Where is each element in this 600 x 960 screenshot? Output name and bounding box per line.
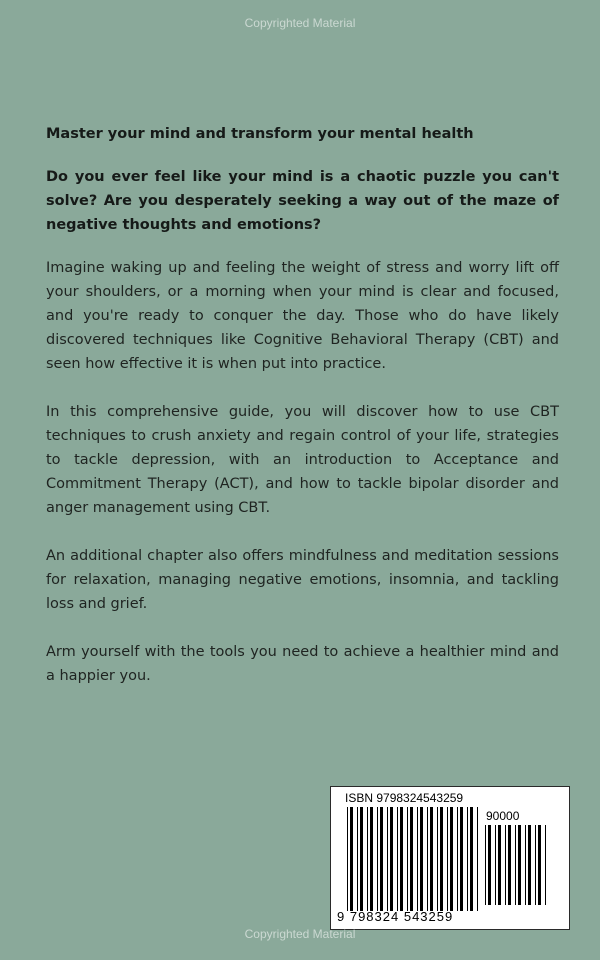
barcode-bar [477,807,478,911]
barcode-bar [370,807,373,911]
barcode-bar [440,807,443,911]
barcode-bar [350,807,353,911]
blurb-paragraph-4: Arm yourself with the tools you need to achieve a healthier mind and a happier you. [46,644,559,684]
barcode-bar [515,825,516,905]
blurb-paragraph-2: In this comprehensive guide, you will discover how to use CBT techniques to crush anxiety and regain control of your life, strategies to tackle depression, with an introduction to Acceptance and Commitment Therapy (ACT), and how to tackle bipolar disorder and anger management using CBT. [46,404,559,516]
price-code: 90000 [486,809,520,823]
copyright-watermark-bottom: Copyrighted Material [244,927,356,941]
isbn-barcode [330,786,570,930]
back-cover-blurb [46,122,559,712]
barcode-bar [407,807,408,911]
barcode-bar [367,807,368,911]
barcode-bar [417,807,418,911]
barcode-bar [528,825,531,905]
barcode-bar [437,807,438,911]
barcode-bar [488,825,491,905]
barcode-bar [498,825,501,905]
barcode-bar [470,807,473,911]
blurb-paragraph-1: Imagine waking up and feeling the weight of stress and worry lift off your shoulders, or a morning when your mind is clear and focused, and you're ready to conquer the day. Those who do have likely discovered techniques like Cognitive Behavioral Therapy (CBT) and seen how effective it is when put into practice. [46,260,559,372]
barcode-bar [508,825,511,905]
barcode-bar [545,825,546,905]
barcode-bar [505,825,506,905]
barcode-bar [467,807,468,911]
barcode-bar [347,807,348,911]
barcode-bars [347,807,479,911]
barcode-bar [397,807,398,911]
barcode-bar [457,807,458,911]
isbn-digits: 9 798324 543259 [337,909,454,924]
barcode-bar [420,807,423,911]
barcode-bar [410,807,413,911]
barcode-bar [485,825,486,905]
barcode-bar [538,825,541,905]
barcode-bar [360,807,363,911]
barcode-bar [460,807,463,911]
barcode-bar [387,807,388,911]
addon-barcode-bars [485,825,547,905]
blurb-heading: Master your mind and transform your mental health [46,126,474,142]
barcode-bar [495,825,496,905]
barcode-bar [450,807,453,911]
blurb-paragraph-3: An additional chapter also offers mindfulness and meditation sessions for relaxation, managing negative emotions, insomnia, and tackling loss and grief. [46,548,559,612]
barcode-bar [518,825,521,905]
barcode-bar [525,825,526,905]
isbn-label: ISBN 9798324543259 [345,791,464,805]
barcode-bar [357,807,358,911]
barcode-bar [427,807,428,911]
barcode-bar [400,807,403,911]
blurb-lead: Do you ever feel like your mind is a chaotic puzzle you can't solve? Are you desperately seeking a way out of the maze of negative thoughts and emotions? [46,169,559,233]
barcode-bar [380,807,383,911]
barcode-bar [390,807,393,911]
barcode-bar [447,807,448,911]
barcode-bar [535,825,536,905]
barcode-bar [430,807,433,911]
copyright-watermark-top: Copyrighted Material [244,16,356,30]
barcode-bar [377,807,378,911]
